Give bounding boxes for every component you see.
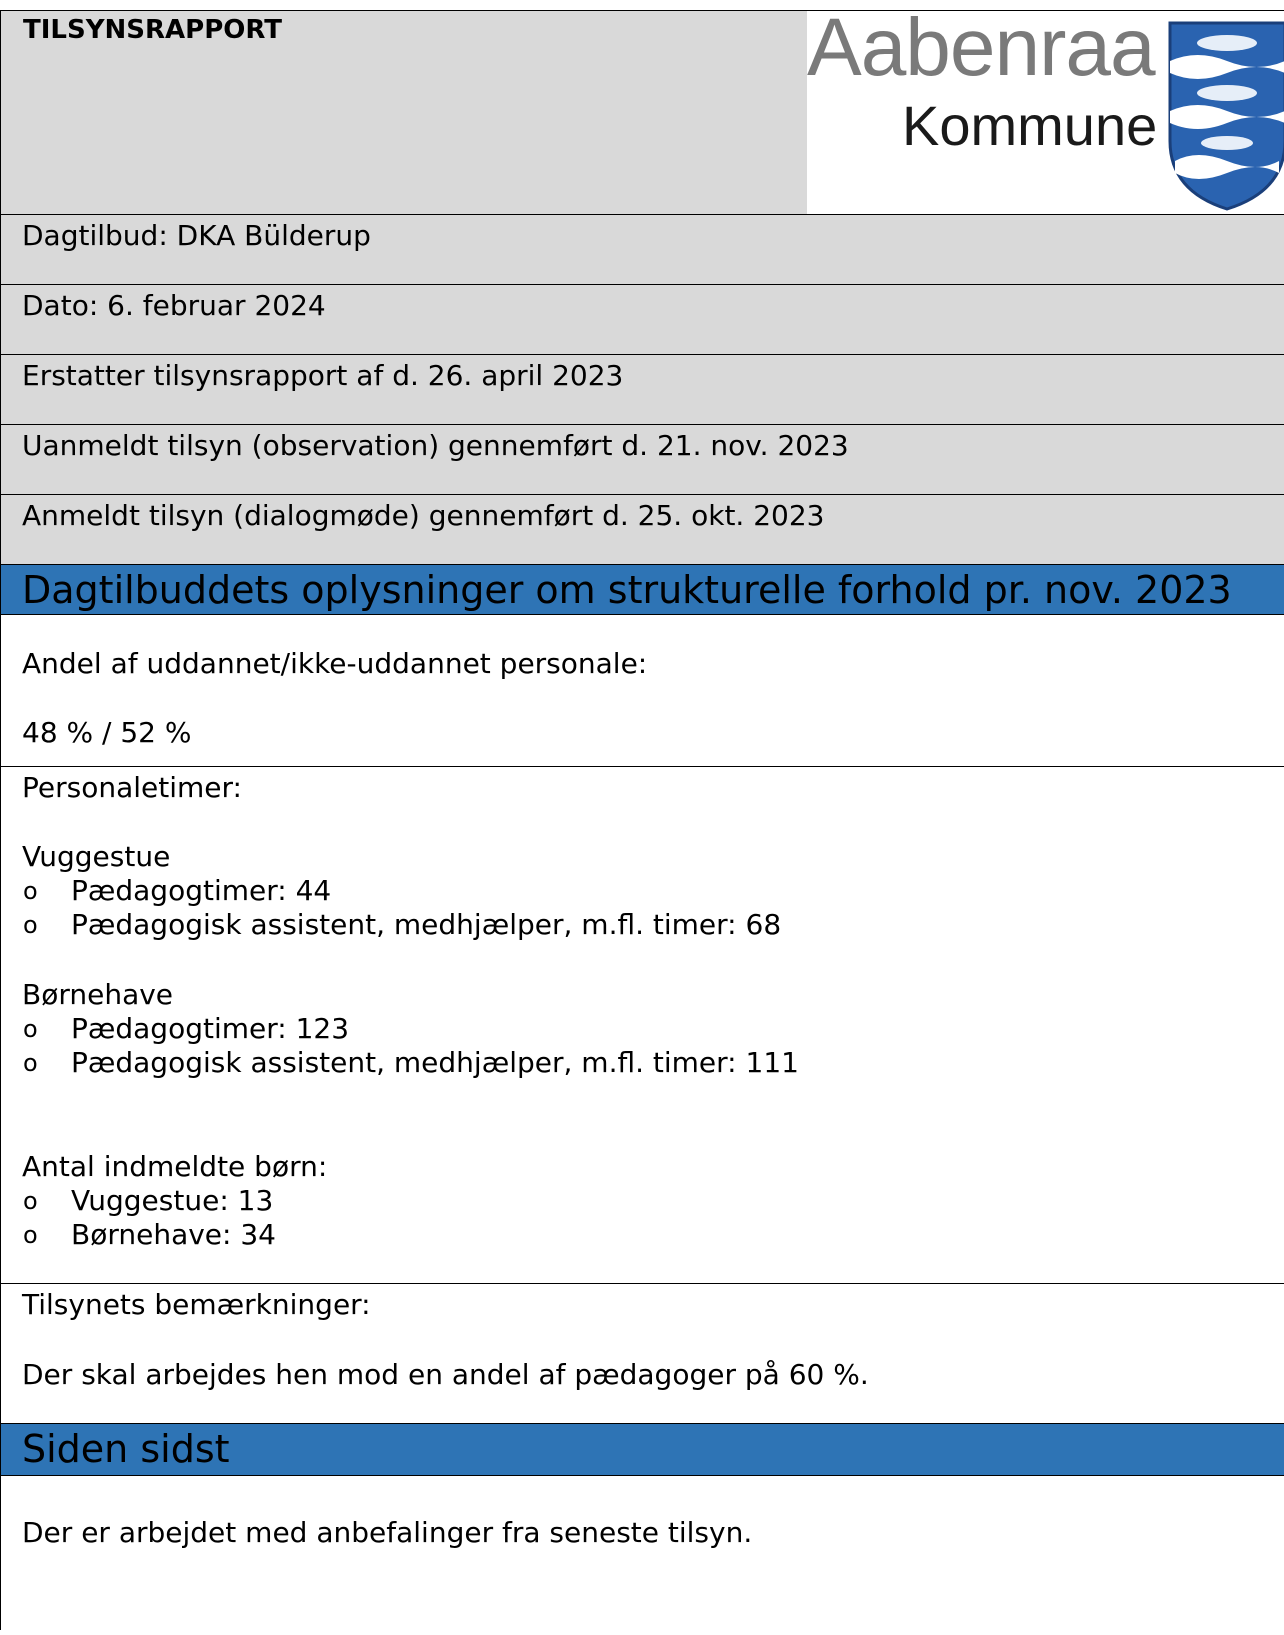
info-row-erstatter	[1, 354, 1284, 424]
municipality-logo	[807, 2, 1284, 214]
bemaerkninger-text: Der skal arbejdes hen mod en andel af pædagoger på 60 %.	[22, 1358, 869, 1391]
bullet-icon: o	[23, 911, 38, 939]
bullet-icon: o	[23, 1187, 38, 1215]
info-row-uanmeldt	[1, 424, 1284, 494]
info-row-anmeldt	[1, 494, 1284, 564]
boernehave-item: Pædagogtimer: 123	[71, 1012, 350, 1045]
bemaerkninger-label: Tilsynets bemærkninger:	[22, 1288, 371, 1321]
personaletimer-label: Personaletimer:	[22, 771, 242, 804]
bullet-icon: o	[23, 1015, 38, 1043]
report-frame	[0, 2, 1284, 1630]
anmeldt-text: Anmeldt tilsyn (dialogmøde) gennemført d. 25. okt. 2023	[22, 499, 825, 532]
report-title: TILSYNSRAPPORT	[23, 15, 282, 45]
andel-label: Andel af uddannet/ikke-uddannet personale:	[22, 647, 648, 680]
antal-label: Antal indmeldte børn:	[22, 1150, 328, 1183]
bemaerkninger-cell	[1, 1283, 1284, 1423]
bullet-icon: o	[23, 877, 38, 905]
info-row-dagtilbud	[1, 214, 1284, 284]
info-row-dato	[1, 284, 1284, 354]
vuggestue-item: Pædagogtimer: 44	[71, 874, 332, 907]
section-heading-struktur	[1, 564, 1284, 614]
antal-item: Vuggestue: 13	[71, 1184, 274, 1217]
uanmeldt-text: Uanmeldt tilsyn (observation) gennemført d. 21. nov. 2023	[22, 429, 849, 462]
logo-line2: Kommune	[902, 94, 1158, 157]
siden-sidst-text: Der er arbejdet med anbefalinger fra seneste tilsyn.	[22, 1516, 753, 1549]
section-heading-siden-sidst-text: Siden sidst	[22, 1427, 230, 1471]
andel-value: 48 % / 52 %	[22, 716, 192, 749]
header-title-cell	[1, 11, 807, 214]
personaletimer-cell	[1, 766, 1284, 1283]
vuggestue-label: Vuggestue	[22, 840, 171, 873]
section-heading-siden-sidst	[1, 1423, 1284, 1475]
erstatter-text: Erstatter tilsynsrapport af d. 26. april 2023	[22, 359, 624, 392]
bullet-icon: o	[23, 1049, 38, 1077]
coat-of-arms-icon	[1167, 21, 1284, 211]
siden-sidst-cell	[1, 1475, 1284, 1635]
logo-line1: Aabenraa	[807, 2, 1155, 93]
dato-text: Dato: 6. februar 2024	[22, 289, 326, 322]
dagtilbud-text: Dagtilbud: DKA Bülderup	[22, 219, 371, 252]
section-heading-struktur-text: Dagtilbuddets oplysninger om strukturelle forhold pr. nov. 2023	[22, 568, 1232, 612]
bullet-icon: o	[23, 1221, 38, 1249]
andel-cell	[1, 614, 1284, 766]
vuggestue-item: Pædagogisk assistent, medhjælper, m.fl. timer: 68	[71, 908, 782, 941]
boernehave-item: Pædagogisk assistent, medhjælper, m.fl. timer: 111	[71, 1046, 799, 1079]
boernehave-label: Børnehave	[22, 978, 174, 1011]
antal-item: Børnehave: 34	[71, 1218, 276, 1251]
